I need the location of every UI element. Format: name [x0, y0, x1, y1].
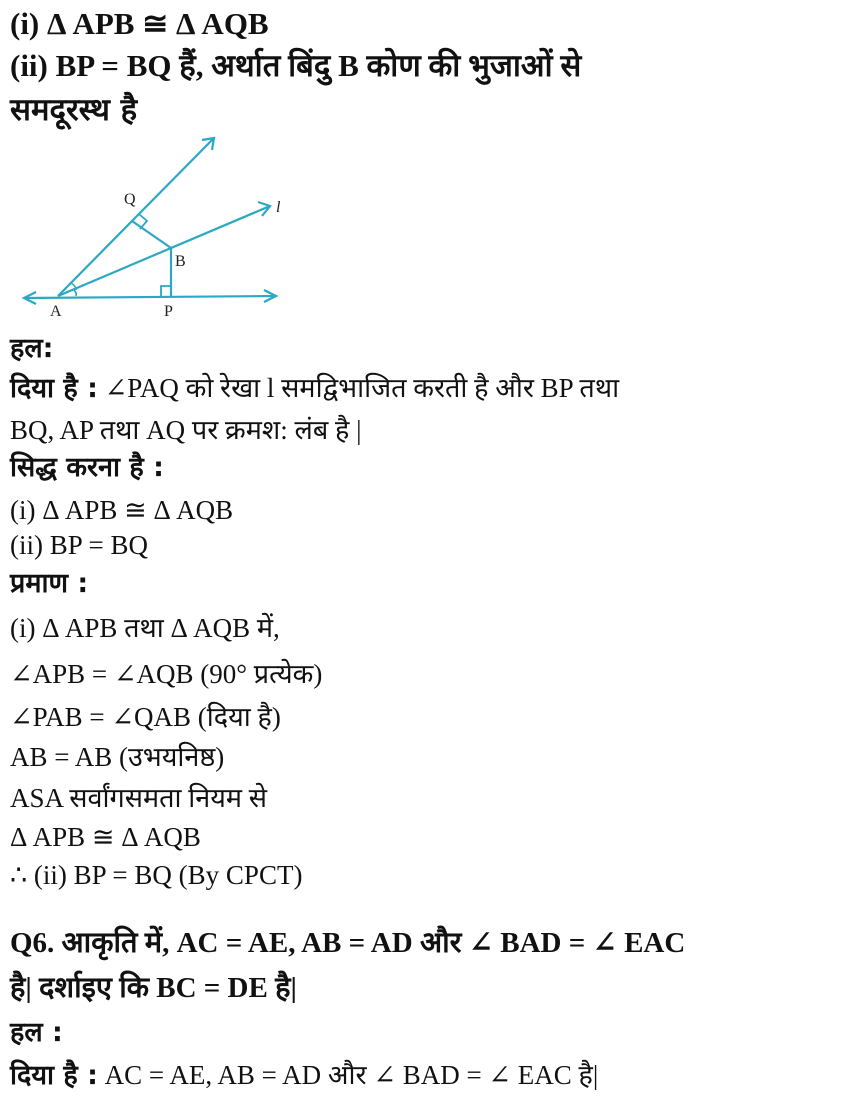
angle-arc-1 [74, 290, 76, 296]
label-a: A [50, 303, 62, 320]
label-b: B [175, 253, 186, 270]
label-q: Q [124, 191, 136, 208]
given-label: दिया है : [10, 373, 98, 404]
q6-line-2: है| दर्शाइए कि BC = DE है| [10, 972, 297, 1004]
geometry-figure [14, 130, 304, 320]
right-angle-p [161, 286, 171, 296]
line-aq [58, 138, 214, 296]
label-l: l [276, 199, 281, 216]
proof-line-4: AB = AB (उभयनिष्ठ) [10, 742, 225, 772]
q6-given-text: AC = AE, AB = AD और ∠ BAD = ∠ EAC है| [104, 1060, 599, 1090]
proof-line-2: ∠APB = ∠AQB (90° प्रत्येक) [10, 659, 323, 689]
given-text-1: ∠PAQ को रेखा l समद्विभाजित करती है और BP तथा [104, 373, 620, 403]
q6-line-1: Q6. आकृति में, AC = AE, AB = AD और ∠ BAD = ∠ EAC [10, 927, 686, 959]
q6-heading: हल : [10, 1017, 63, 1048]
line-l [58, 206, 270, 296]
label-p: P [164, 303, 173, 320]
proof-line-7: ∴ (ii) BP = BQ (By CPCT) [10, 860, 303, 890]
to-prove-2: (ii) BP = BQ [10, 530, 148, 560]
line-ap [24, 296, 276, 298]
q6-given [10, 1057, 598, 1094]
given-line-1 [10, 370, 619, 407]
q6-given-label: दिया है : [10, 1060, 98, 1091]
proof-line-6: Δ APB ≅ Δ AQB [10, 822, 201, 852]
title-line-2: (ii) BP = BQ हैं, अर्थात बिंदु B कोण की भुजाओं से [10, 48, 582, 83]
perp-bq [132, 221, 171, 248]
proof-line-1: (i) Δ APB तथा Δ AQB में, [10, 613, 280, 643]
proof-line-3: ∠PAB = ∠QAB (दिया है) [10, 702, 281, 732]
to-prove-1: (i) Δ APB ≅ Δ AQB [10, 495, 234, 525]
proof-line-5: ASA सर्वांगसमता नियम से [10, 783, 268, 813]
solution-heading: हल: [10, 333, 54, 364]
title-line-3: समदूरस्थ है [10, 92, 138, 128]
given-line-2: BQ, AP तथा AQ पर क्रमश: लंब है | [10, 415, 362, 445]
to-prove-label: सिद्ध करना है : [10, 452, 164, 483]
title-line-1: (i) Δ APB ≅ Δ AQB [10, 6, 269, 41]
proof-label: प्रमाण : [10, 568, 89, 599]
